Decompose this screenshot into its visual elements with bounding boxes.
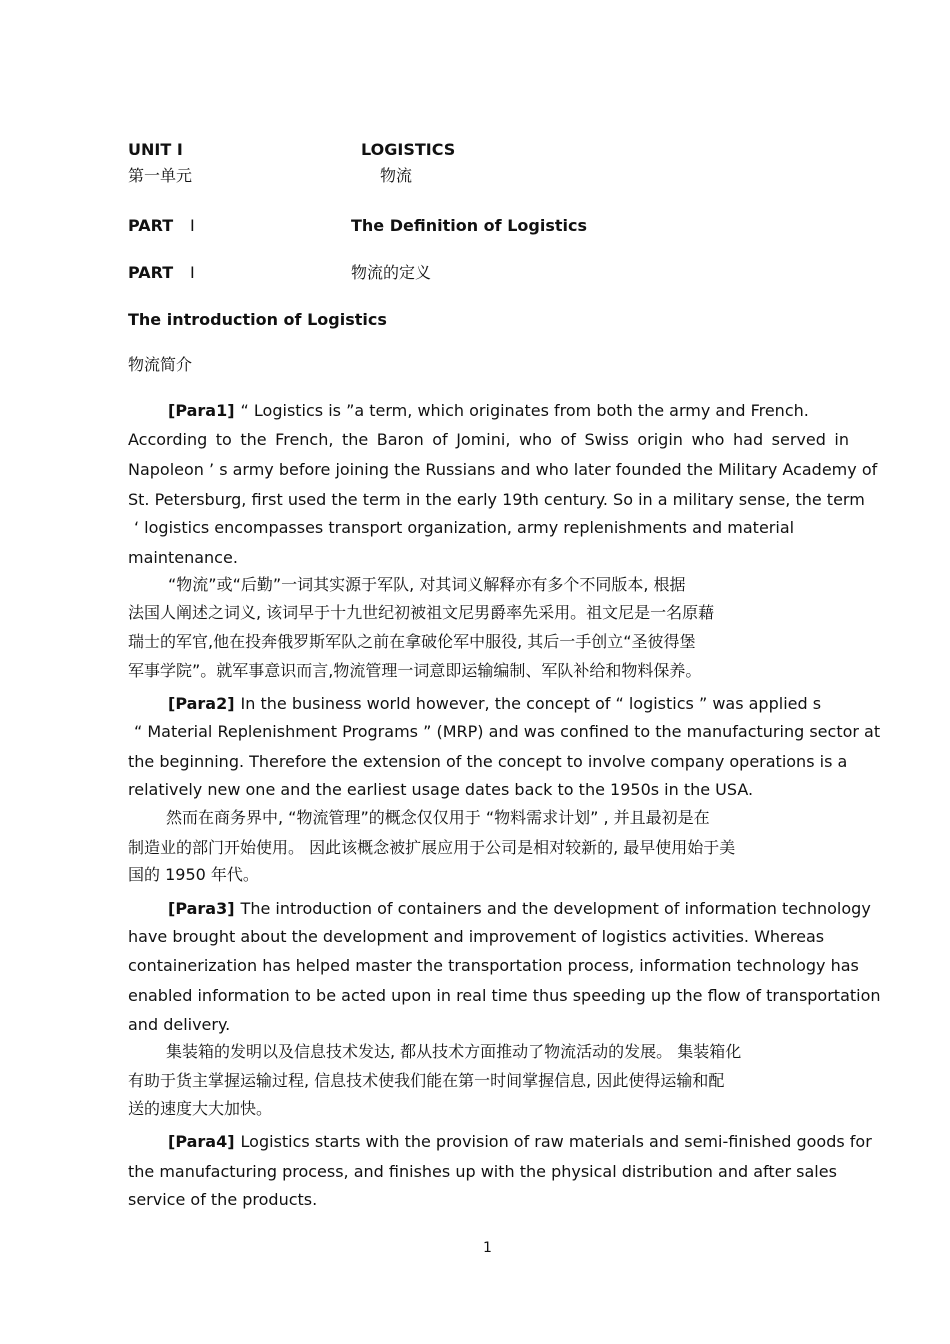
para2-line: “ Material Replenishment Programs ” (MRP) and was confined to the manufacturing sector at (134, 722, 881, 741)
unit-title-zh: 物流 (380, 166, 413, 185)
page-number: 1 (483, 1240, 492, 1256)
section-heading-zh: 物流简介 (128, 355, 193, 374)
para3-zh-line: 送的速度大大加快。 (128, 1099, 273, 1118)
para4-line (168, 1132, 872, 1152)
unit-label: UNIT I (128, 140, 183, 159)
para1-line: According to the French, the Baron of Jomini, who of Swiss origin who had served in (128, 430, 849, 449)
para2-zh-line: 国的 1950 年代。 (128, 865, 259, 884)
para1-line: ‘ logistics encompasses transport organization, army replenishments and material (134, 518, 795, 537)
para2-zh-line: 然而在商务界中, “物流管理”的概念仅仅用于 “物料需求计划” , 并且最初是在 (166, 808, 710, 827)
para3-line: enabled information to be acted upon in real time thus speeding up the flow of transportation (128, 986, 881, 1005)
para4-tag: [Para4] (168, 1132, 235, 1151)
para2-line: relatively new one and the earliest usage dates back to the 1950s in the USA. (128, 780, 754, 799)
para3-zh-line: 集装箱的发明以及信息技术发达, 都从技术方面推动了物流活动的发展。 集装箱化 (166, 1042, 742, 1061)
para4-line: the manufacturing process, and finishes up with the physical distribution and after sales (128, 1162, 837, 1181)
para2-line: the beginning. Therefore the extension of the concept to involve company operations is a (128, 752, 848, 771)
part-title: The Definition of Logistics (351, 216, 587, 235)
part-title-zh: 物流的定义 (351, 263, 432, 282)
para2-zh-line: 制造业的部门开始使用。 因此该概念被扩展应用于公司是相对较新的, 最早使用始于美 (128, 838, 736, 857)
para3-zh-line: 有助于货主掌握运输过程, 信息技术使我们能在第一时间掌握信息, 因此使得运输和配 (128, 1071, 725, 1090)
para3-line: and delivery. (128, 1015, 231, 1034)
para2-text: In the business world however, the concept of “ logistics ” was applied s (240, 694, 822, 713)
part-label: PART (128, 216, 174, 235)
para2-line (168, 694, 821, 714)
para3-line: have brought about the development and improvement of logistics activities. Whereas (128, 927, 825, 946)
para1-zh-line: 军事学院”。就军事意识而言,物流管理一词意即运输编制、军队补给和物料保养。 (128, 661, 702, 680)
para1-line: Napoleon ’ s army before joining the Russians and who later founded the Military Academy of (128, 460, 878, 479)
para1-line: maintenance. (128, 548, 238, 567)
para1-text: “ Logistics is ”a term, which originates from both the army and French. (240, 401, 809, 420)
para1-zh-line: 瑞士的军官,他在投奔俄罗斯军队之前在拿破伦军中服役, 其后一手创立“圣彼得堡 (128, 632, 696, 651)
para3-line (168, 899, 871, 919)
para1-zh-line: “物流”或“后勤”一词其实源于军队, 对其词义解释亦有多个不同版本, 根据 (168, 575, 686, 594)
para1-zh-line: 法国人阐述之词义, 该词早于十九世纪初被祖文尼男爵率先采用。祖文尼是一名原藉 (128, 603, 715, 622)
para1-line: St. Petersburg, first used the term in the early 19th century. So in a military sense, the term (128, 490, 865, 509)
unit-title: LOGISTICS (361, 140, 456, 159)
para3-text: The introduction of containers and the development of information technology (240, 899, 871, 918)
para4-line: service of the products. (128, 1190, 318, 1209)
unit-label-zh: 第一单元 (128, 166, 193, 185)
para4-text: Logistics starts with the provision of raw materials and semi-finished goods for (240, 1132, 872, 1151)
section-heading: The introduction of Logistics (128, 310, 387, 329)
para2-tag: [Para2] (168, 694, 235, 713)
para1-line (168, 401, 849, 421)
part-number: Ⅰ (190, 216, 195, 235)
part-label-2: PART (128, 263, 174, 282)
part-number-2: Ⅰ (190, 263, 195, 282)
para3-line: containerization has helped master the transportation process, information technology has (128, 956, 859, 975)
para1-tag: [Para1] (168, 401, 235, 420)
para3-tag: [Para3] (168, 899, 235, 918)
